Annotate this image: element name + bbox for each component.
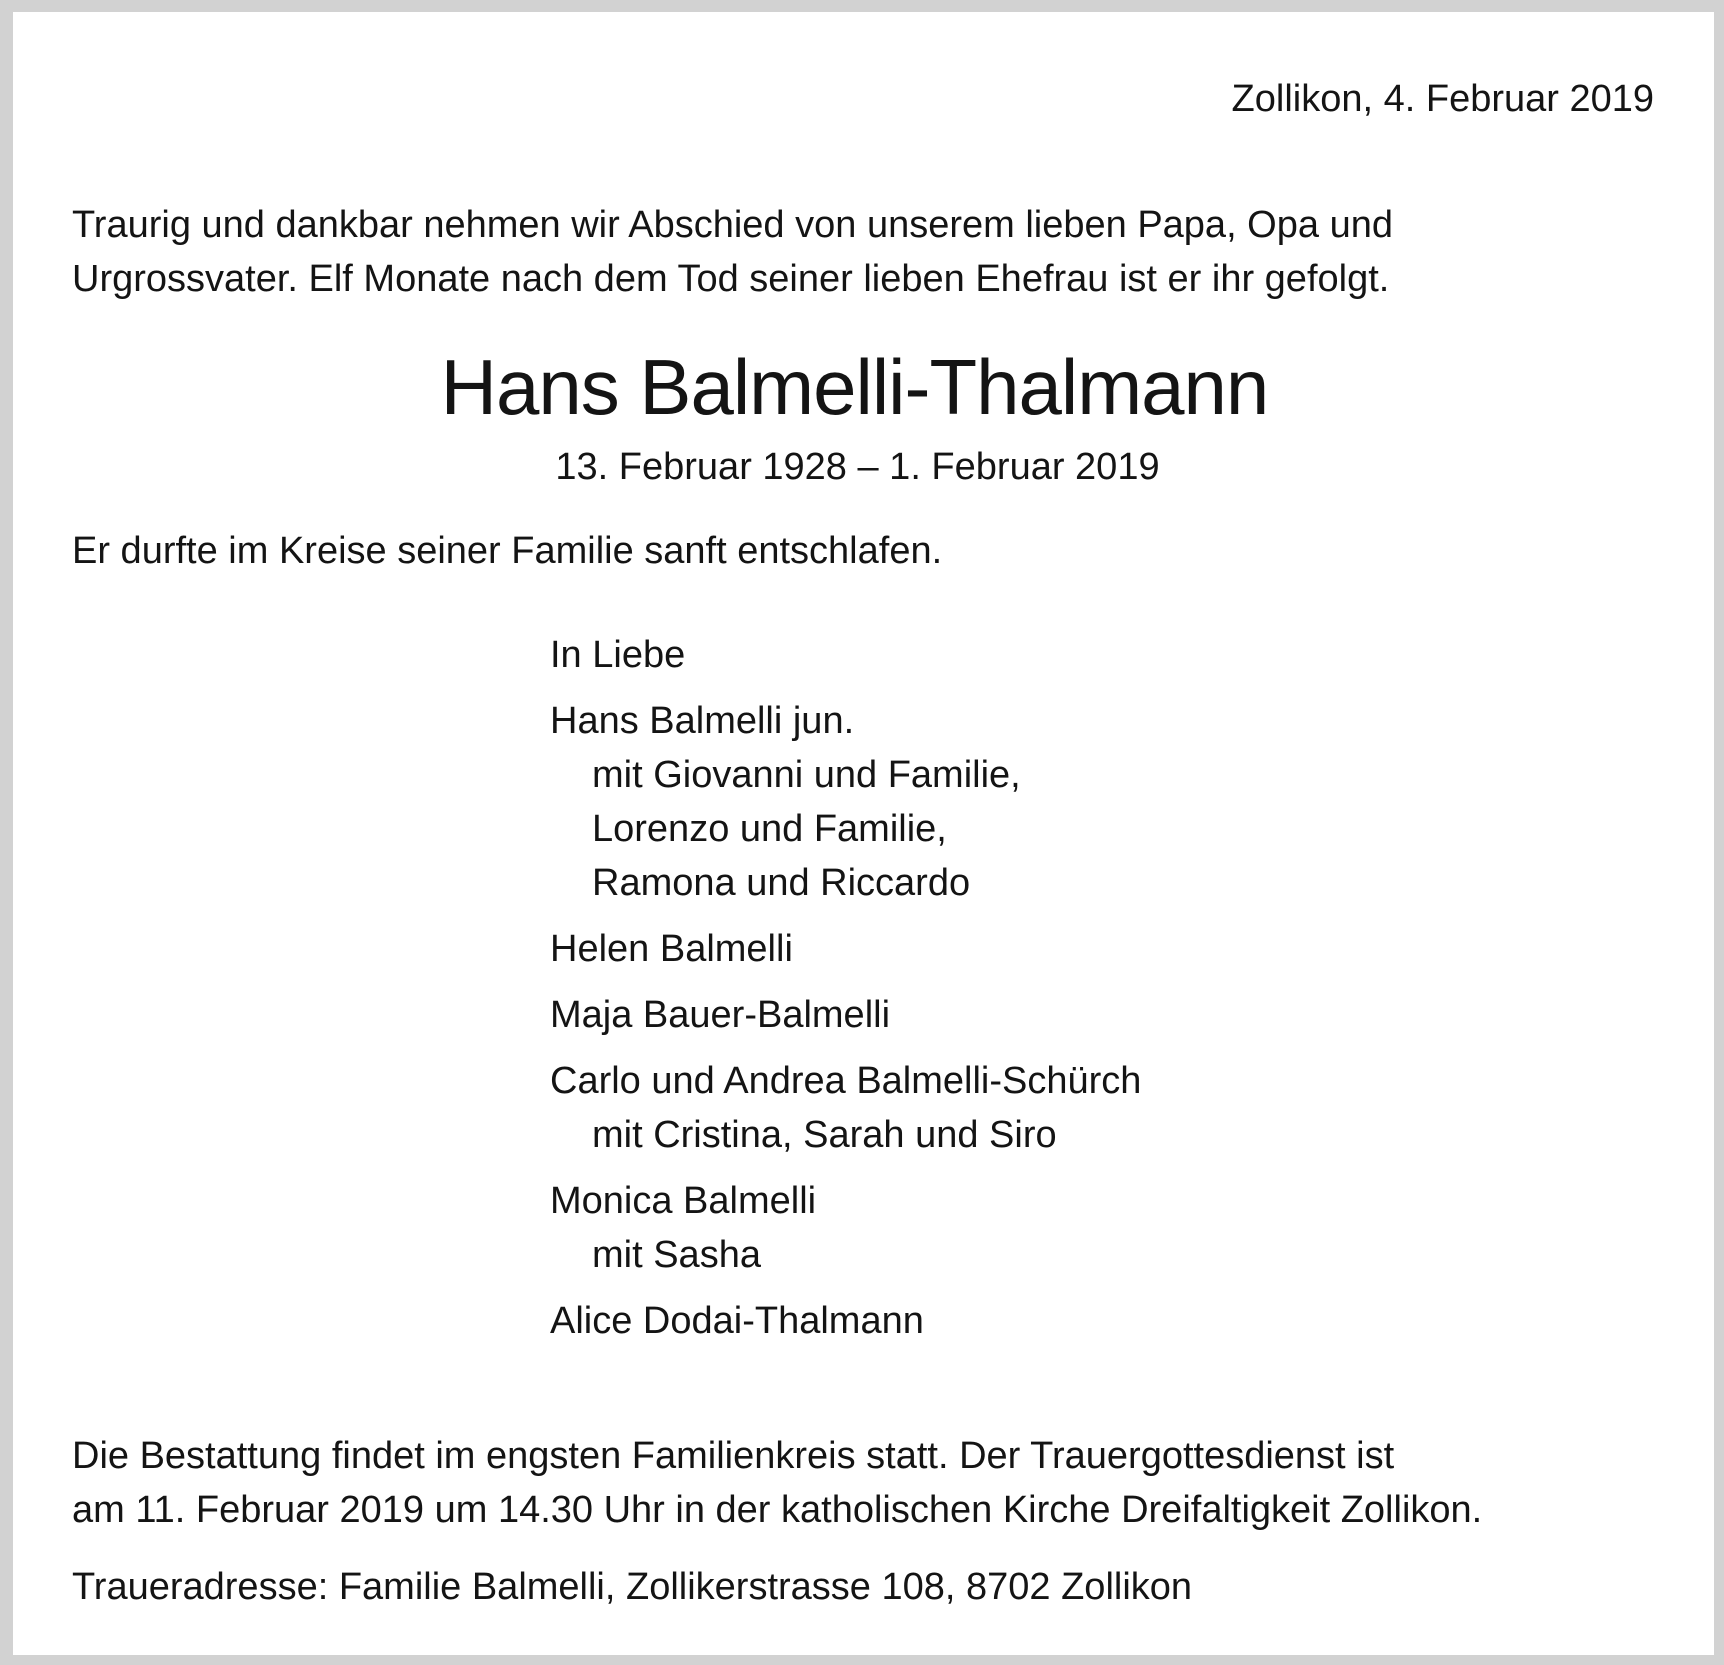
mourner-name: Monica Balmelli — [550, 1180, 817, 1222]
mourner-name: Hans Balmelli jun. — [550, 700, 855, 742]
mourner-name: Alice Dodai-Thalmann — [550, 1300, 924, 1342]
funeral-line: am 11. Februar 2019 um 14.30 Uhr in der katholischen Kirche Dreifaltigkeit Zollikon. — [72, 1489, 1483, 1531]
mourner-group — [550, 922, 1141, 976]
mourner-name: Carlo und Andrea Balmelli-Schürch — [550, 1060, 1142, 1102]
intro-paragraph — [72, 198, 1393, 306]
place-date: Zollikon, 4. Februar 2019 — [1231, 78, 1654, 120]
mourner-sub: mit Sasha — [592, 1234, 761, 1276]
deceased-name: Hans Balmelli-Thalmann — [440, 343, 1269, 431]
funeral-notice — [72, 1429, 1482, 1537]
mourning-address: Traueradresse: Familie Balmelli, Zollikerstrasse 108, 8702 Zollikon — [72, 1566, 1193, 1608]
funeral-line: Die Bestattung findet im engsten Familienkreis statt. Der Trauergottesdienst ist — [72, 1435, 1395, 1477]
mourner-sub: mit Cristina, Sarah und Siro — [592, 1114, 1057, 1156]
mourner-group — [550, 1054, 1141, 1162]
mourner-sub: Ramona und Riccardo — [592, 862, 971, 904]
mourners-heading: In Liebe — [550, 634, 686, 676]
mourner-group — [550, 1294, 1141, 1348]
intro-line: Traurig und dankbar nehmen wir Abschied von unserem lieben Papa, Opa und — [72, 204, 1393, 246]
mourners-heading-group — [550, 628, 1141, 682]
mourners-list — [550, 628, 1141, 1360]
life-dates: 13. Februar 1928 – 1. Februar 2019 — [555, 446, 1160, 488]
mourner-group — [550, 988, 1141, 1042]
mourner-group — [550, 1174, 1141, 1282]
mourner-sub: mit Giovanni und Familie, — [592, 754, 1021, 796]
mourner-name: Maja Bauer-Balmelli — [550, 994, 891, 1036]
intro-line: Urgrossvater. Elf Monate nach dem Tod seiner lieben Ehefrau ist er ihr gefolgt. — [72, 258, 1390, 300]
mourner-sub: Lorenzo und Familie, — [592, 808, 947, 850]
passing-text: Er durfte im Kreise seiner Familie sanft entschlafen. — [72, 530, 943, 572]
mourner-group — [550, 694, 1141, 910]
mourner-name: Helen Balmelli — [550, 928, 793, 970]
obituary-card — [13, 12, 1714, 1655]
